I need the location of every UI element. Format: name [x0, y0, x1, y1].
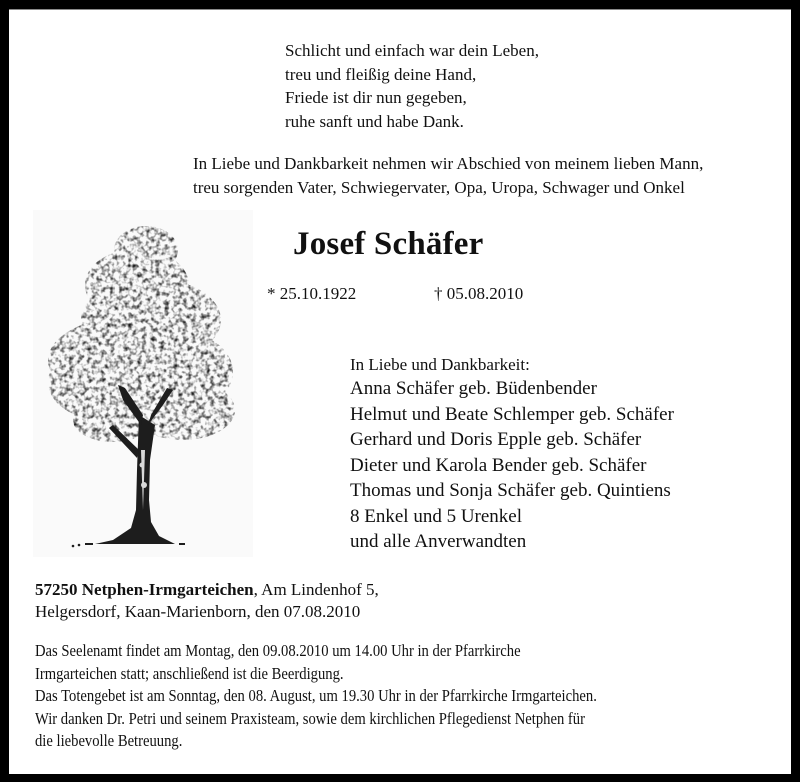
poem-line: ruhe sanft und habe Dank.: [285, 111, 464, 131]
birth-date: * 25.10.1922: [267, 284, 357, 303]
notice-line: die liebevolle Betreuung.: [35, 731, 183, 750]
funeral-notice: [35, 640, 688, 753]
intro-line: treu sorgenden Vater, Schwiegervater, Opa, Uropa, Schwager und Onkel: [193, 178, 685, 197]
mourners-list: [350, 376, 674, 555]
notice-line: Das Seelenamt findet am Montag, den 09.08.2010 um 14.00 Uhr in der Pfarrkirche: [35, 641, 521, 660]
notice-line: Irmgarteichen statt; anschließend ist die Beerdigung.: [35, 663, 344, 683]
poem-line: treu und fleißig deine Hand,: [285, 64, 477, 84]
address-line-1: [35, 579, 379, 601]
death-date: † 05.08.2010: [434, 284, 524, 303]
obituary-page: [9, 9, 791, 774]
mourner-line: Thomas und Sonja Schäfer geb. Quintiens: [350, 480, 671, 501]
poem-line: Schlicht und einfach war dein Leben,: [285, 41, 539, 60]
address-place: 57250 Netphen-Irmgarteichen: [35, 580, 254, 599]
mourner-line: Helmut und Beate Schlemper geb. Schäfer: [350, 403, 674, 425]
farewell-intro: [193, 152, 703, 200]
intro-line: In Liebe und Dankbarkeit nehmen wir Abschied von meinem lieben Mann,: [193, 154, 704, 173]
notice-line: Wir danken Dr. Petri und seinem Praxisteam, sowie dem kirchlichen Pflegedienst Netphen für: [35, 708, 585, 728]
mourners-heading: In Liebe und Dankbarkeit:: [350, 355, 530, 374]
mourner-line: 8 Enkel und 5 Urenkel: [350, 505, 523, 527]
mourner-line: Anna Schäfer geb. Büdenbender: [350, 378, 597, 399]
address-line-2: Helgersdorf, Kaan-Marienborn, den 07.08.2010: [35, 602, 361, 621]
tree-illustration-icon: [33, 210, 253, 557]
poem-line: Friede ist dir nun gegeben,: [285, 88, 467, 107]
notice-line: Das Totengebet ist am Sonntag, den 08. August, um 19.30 Uhr in der Pfarrkirche Irmgarteichen.: [35, 686, 597, 705]
mourner-line: Gerhard und Doris Epple geb. Schäfer: [350, 429, 642, 450]
poem: [285, 39, 539, 133]
deceased-name: Josef Schäfer: [293, 226, 484, 262]
address-block: [35, 579, 379, 623]
mourner-line: Dieter und Karola Bender geb. Schäfer: [350, 454, 647, 476]
address-street: , Am Lindenhof 5,: [253, 580, 379, 599]
mourner-line: und alle Anverwandten: [350, 531, 527, 552]
